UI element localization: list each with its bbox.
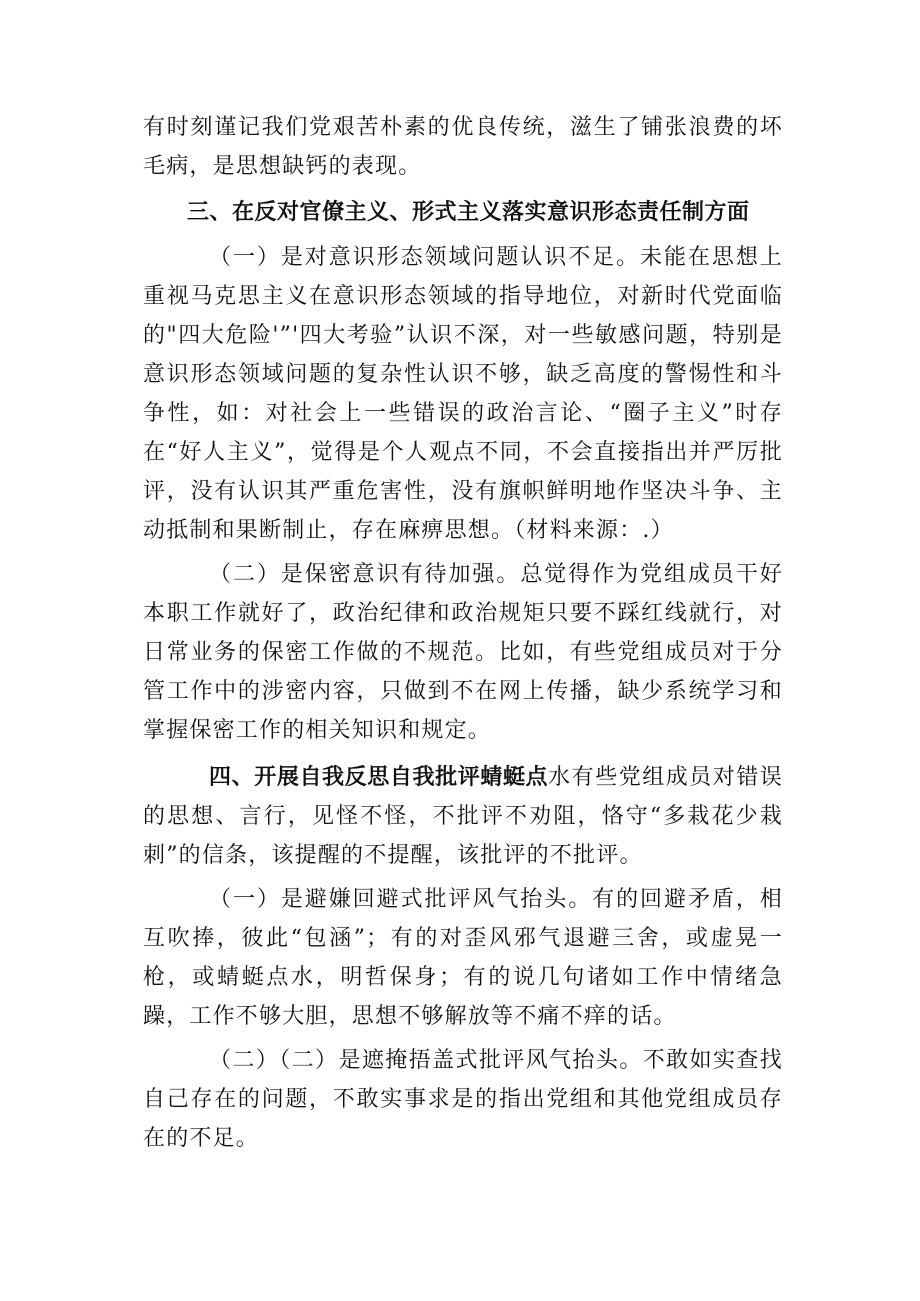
section-4-item-2-paragraph: （二）（二）是遮掩捂盖式批评风气抬头。不敢如实查找自己存在的问题，不敢实事求是的指出党组和其他党组成员存在的不足。: [143, 1048, 783, 1151]
section-3-heading: 三、在反对官僚主义、形式主义落实意识形态责任制方面: [187, 200, 750, 225]
intro-continuation-paragraph: 有时刻谨记我们党艰苦朴素的优良传统，滋生了铺张浪费的坏毛病，是思想缺钙的表现。: [143, 115, 783, 179]
document-body: [143, 108, 783, 1158]
section-4-paragraph: [143, 758, 783, 875]
section-4-heading: 四、开展自我反思自我批评蜻蜓点: [209, 765, 549, 790]
section-3-item-1-paragraph: （一）是对意识形态领域问题认识不足。未能在思想上重视马克思主义在意识形态领域的指导地位，对新时代党面临的"四大危险'”'四大考验”认识不深，对一些敏感问题，特别是意识形态领域问题的复杂性认识不够，缺乏高度的警惕性和斗争性，如：对社会上一些错误的政治言论、“圈子主义”时存在“好人主义”，觉得是个人观点不同，不会直接指出并严厉批评，没有认识其严重危害性，没有旗帜鲜明地作坚决斗争、主动抵制和果断制止，存在麻痹思想。（材料来源：.）: [143, 245, 783, 543]
section-3-item-2-paragraph: （二）是保密意识有待加强。总觉得作为党组成员干好本职工作就好了，政治纪律和政治规矩只要不踩红线就行，对日常业务的保密工作做的不规范。比如，有些党组成员对于分管工作中的涉密内容，只做到不在网上传播，缺少系统学习和掌握保密工作的相关知识和规定。: [143, 562, 783, 743]
section-4-heading-tail: 水有些党组成员对错误的思想、言行，见怪不怪，不批评不劝阻，恪守“多栽花少栽刺”的信条，该提醒的不提醒，该批评的不批评。: [143, 765, 783, 868]
section-4-item-1-paragraph: （一）是避嫌回避式批评风气抬头。有的回避矛盾，相互吹捧，彼此“包涵”；有的对歪风邪气退避三舍，或虚晃一枪，或蜻蜓点水，明哲保身；有的说几句诸如工作中情绪急躁，工作不够大胆，思想不够解放等不痛不痒的话。: [143, 887, 783, 1029]
